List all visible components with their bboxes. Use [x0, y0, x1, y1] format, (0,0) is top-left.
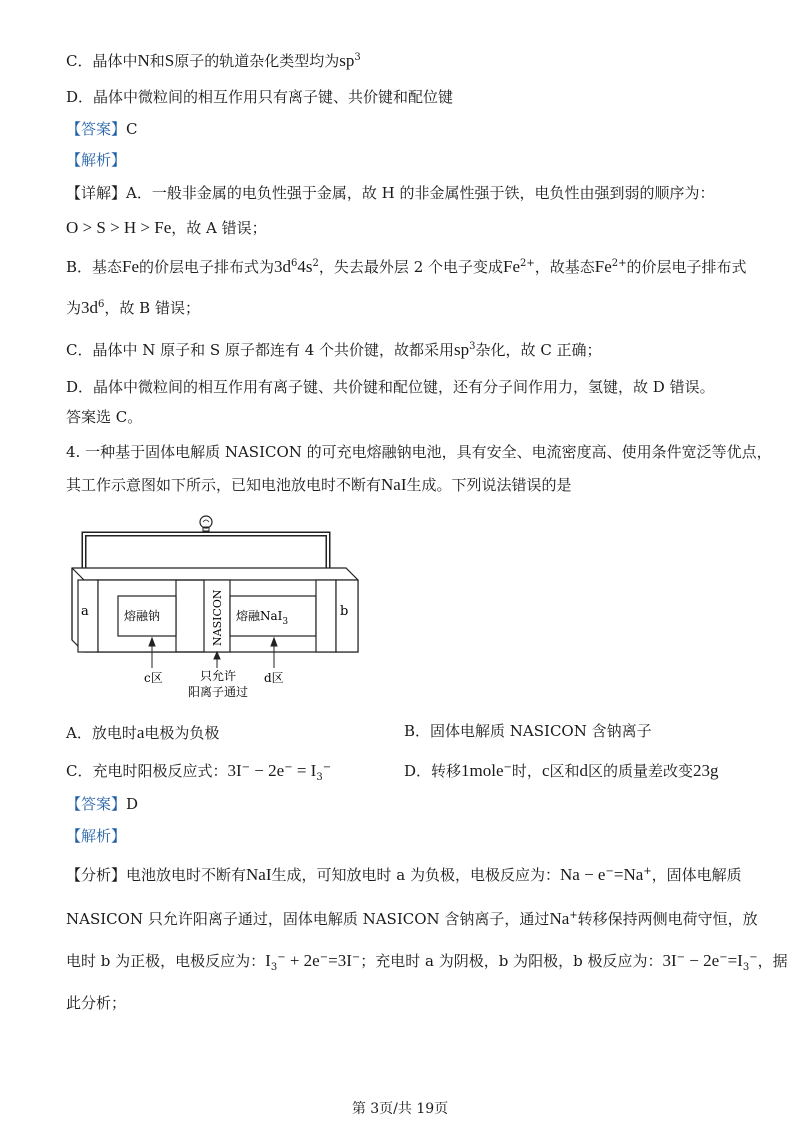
q4-fenxi-line1: 【分析】电池放电时不断有NaI生成，可知放电时 a 为负极，电极反应为：Na − e−=Na+，固体电解质: [66, 865, 742, 884]
membrane-note-2: 阳离子通过: [188, 685, 249, 699]
q4-stem-line1: 4. 一种基于固体电解质 NASICON 的可充电熔融钠电池，具有安全、电流密度高、使用条件宽泛等优点，: [66, 443, 772, 461]
q4-stem-line2: 其工作示意图如下所示，已知电池放电时不断有NaI生成。下列说法错误的是: [66, 475, 572, 494]
q3-answer: 【答案】C: [66, 120, 138, 138]
q3-option-c: C．晶体中N和S原子的轨道杂化类型均为$sp^3$: [66, 51, 361, 70]
q4-fenxi-line3: 电时 b 为正极，电极反应为：$I_3^- + 2e^-=3I^-$；充电时 a 为阴极，b 为阳极，b 极反应为：$3I^- - 2e^-=I_3^-$，据: [66, 951, 788, 973]
q4-option-d: D．转移1mole−时，c区和d区的质量差改变23g: [404, 761, 719, 780]
external-wire: [84, 534, 328, 570]
q3-detail-b-cont: 为$3d^6$，故 B 错误；: [66, 298, 200, 317]
d-zone-label: d区: [264, 671, 284, 685]
q4-fenxi-line2: NASICON 只允许阳离子通过，固体电解质 NASICON 含钠离子，通过Na+转移保持两侧电荷守恒，放: [66, 909, 758, 928]
q4-answer: 【答案】D: [66, 795, 139, 813]
label-b: b: [340, 604, 349, 619]
left-box-label: 熔融钠: [124, 609, 161, 623]
c-zone-label: c区: [144, 671, 163, 685]
page-footer: 第 3页/共 19页: [351, 1101, 449, 1117]
membrane-label: NASICON: [211, 589, 224, 646]
q3-detail-c: C．晶体中 N 原子和 S 原子都连有 4 个共价键，故都采用$sp^3$杂化，故 C 正确；: [66, 340, 602, 359]
membrane-note-1: 只允许: [200, 669, 237, 683]
q3-detail-d: D．晶体中微粒间的相互作用有离子键、共价键和配位键，还有分子间作用力，氢键，故 D 错误。: [66, 378, 715, 396]
q4-option-c: C．充电时阳极反应式：$3I^- - 2e^- = I_3^-$: [66, 761, 332, 783]
q4-option-b: B．固体电解质 NASICON 含钠离子: [404, 722, 652, 740]
right-box-label: 熔融NaI$_3$: [236, 609, 289, 627]
q4-analysis-label: 【解析】: [66, 827, 127, 845]
q4-fenxi-line4: 此分析；: [66, 994, 127, 1012]
bulb-icon: [200, 516, 212, 531]
q4-option-a: A．放电时a电极为负极: [66, 723, 220, 742]
label-a: a: [81, 604, 89, 619]
q3-final: 答案选 C。: [66, 408, 143, 426]
battery-diagram: [64, 510, 364, 710]
q3-analysis-label: 【解析】: [66, 151, 127, 169]
q3-option-d: D．晶体中微粒间的相互作用只有离子键、共价键和配位键: [66, 88, 454, 106]
q3-detail-b: B．基态Fe的价层电子排布式为$3d^64s^2$，失去最外层 2 个电子变成$Fe^{2+}$，故基态$Fe^{2+}$的价层电子排布式: [66, 257, 747, 276]
q3-detail-a: 【详解】A．一般非金属的电负性强于金属，故 H 的非金属性强于铁，电负性由强到弱的顺序为：: [66, 184, 715, 202]
q3-order: O > S > H > Fe，故 A 错误；: [66, 218, 267, 237]
